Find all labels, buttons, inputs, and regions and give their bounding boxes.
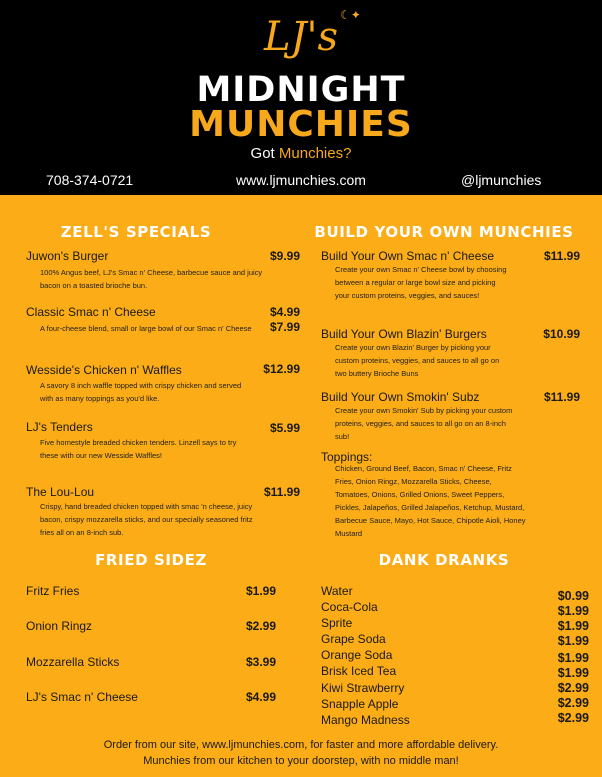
specials-item-name: LJ's Tenders — [26, 420, 93, 434]
build-item-name: Build Your Own Smokin' Subz — [321, 390, 480, 404]
logo-line-midnight: MIDNIGHT — [196, 70, 406, 110]
specials-item-name: Juwon's Burger — [26, 249, 109, 263]
build-item-name: Build Your Own Blazin' Burgers — [321, 327, 487, 341]
drinks-section-title: DANK DRANKS — [378, 551, 510, 569]
moon-stars-icon: ☾✦ — [340, 8, 361, 22]
drinks-item-price: $1.99 — [557, 604, 589, 618]
sides-item-price: $1.99 — [245, 584, 276, 598]
sides-item-price: $4.99 — [245, 690, 276, 704]
specials-item-price: $11.99 — [263, 485, 300, 499]
drinks-item-price: $2.99 — [557, 681, 589, 695]
toppings-list: Chicken, Ground Beef, Bacon, Smac n' Cheese, Fritz Fries, Onion Ringz, Mozzarella Sticks, Cheese, Tomatoes, Onions, Grilled Onions, Sweet Peppers, Pickles, Jalapeños, Grilled Jalapeños, Ketchup, Mustard, Barbecue Sauce, Mayo, Hot Sauce, Chipotle Aioli, Honey Mustard — [335, 464, 526, 538]
build-item-price: $11.99 — [543, 249, 580, 263]
specials-item-name: The Lou-Lou — [26, 485, 95, 499]
drinks-item-name: Snapple Apple — [321, 697, 399, 711]
specials-item-price-large: $7.99 — [269, 320, 300, 334]
drinks-item-name: Coca-Cola — [321, 600, 378, 614]
sides-item-name: Onion Ringz — [26, 619, 93, 633]
drinks-item-name: Mango Madness — [321, 713, 410, 727]
drinks-item-price: $2.99 — [557, 696, 589, 710]
build-item-price: $11.99 — [543, 390, 580, 404]
drinks-item-price: $0.99 — [557, 589, 589, 603]
specials-item-desc: A four-cheese blend, small or large bowl of our Smac n' Cheese — [40, 324, 252, 333]
specials-item-desc: A savory 8 inch waffle topped with crispy chicken and served with as many toppings as you'd like. — [40, 381, 242, 403]
toppings-label: Toppings: — [321, 450, 373, 464]
sides-item-name: Mozzarella Sticks — [26, 655, 120, 669]
drinks-item-price: $1.99 — [557, 634, 589, 648]
specials-item-price: $9.99 — [269, 249, 300, 263]
specials-item-price: $5.99 — [269, 421, 300, 435]
drinks-item-price: $1.99 — [557, 619, 589, 633]
specials-item-desc: 100% Angus beef, LJ's Smac n' Cheese, barbecue sauce and juicy bacon on a toasted brioche bun. — [40, 268, 263, 290]
footer-line-2: Munchies from our kitchen to your doorstep, with no middle man! — [143, 755, 459, 767]
footer-line-1: Order from our site, www.ljmunchies.com, for faster and more affordable delivery. — [103, 739, 499, 751]
sides-item-name: LJ's Smac n' Cheese — [26, 690, 138, 704]
build-section-title: BUILD YOUR OWN MUNCHIES — [314, 223, 574, 241]
specials-item-desc: Five homestyle breaded chicken tenders. Linzell says to try these with our new Wesside Waffles! — [40, 438, 237, 460]
build-item-desc: Create your own Blazin' Burger by picking your custom proteins, veggies, and sauces to all go on two buttery Brioche Buns — [335, 343, 500, 378]
drinks-item-name: Brisk Iced Tea — [321, 664, 397, 678]
drinks-item-price: $1.99 — [557, 651, 589, 665]
drinks-item-price: $2.99 — [557, 711, 589, 725]
build-item-price: $10.99 — [543, 327, 580, 341]
sides-item-price: $2.99 — [245, 619, 276, 633]
specials-item-price-small: $4.99 — [269, 305, 300, 319]
drinks-item-name: Grape Soda — [321, 632, 386, 646]
specials-section-title: ZELL'S SPECIALS — [60, 223, 212, 241]
drinks-item-name: Sprite — [321, 616, 353, 630]
tagline-accent: Munchies? — [278, 145, 352, 162]
build-item-desc: Create your own Smokin' Sub by picking your custom proteins, veggies, and sauces to all go on an 8-inch sub! — [335, 406, 513, 441]
sides-item-price: $3.99 — [245, 655, 276, 669]
build-item-name: Build Your Own Smac n' Cheese — [321, 249, 495, 263]
sides-item-name: Fritz Fries — [26, 584, 80, 598]
drinks-item-name: Orange Soda — [321, 648, 393, 662]
logo-line-munchies: MUNCHIES — [189, 104, 413, 145]
specials-item-name: Wesside's Chicken n' Waffles — [26, 363, 182, 377]
specials-item-desc: Crispy, hand breaded chicken topped with smac 'n cheese, juicy bacon, crispy mozzarella sticks, and our specially seasoned fritz fries all on an 8-inch sub. — [40, 502, 253, 537]
tagline-prefix: Got — [250, 145, 275, 162]
phone-number: 708-374-0721 — [46, 172, 134, 188]
tagline — [0, 145, 602, 162]
drinks-item-name: Kiwi Strawberry — [321, 681, 405, 695]
drinks-item-name: Water — [321, 584, 353, 598]
specials-item-price: $12.99 — [263, 362, 300, 376]
sides-section-title: FRIED SIDEZ — [95, 551, 207, 569]
drinks-item-price: $1.99 — [557, 666, 589, 680]
logo-script-text: LJ's — [263, 14, 339, 60]
menu-header — [0, 0, 602, 195]
social-handle: @ljmunchies — [461, 172, 542, 188]
specials-item-name: Classic Smac n' Cheese — [26, 305, 156, 319]
website-link[interactable]: www.ljmunchies.com — [236, 172, 366, 188]
build-item-desc: Create your own Smac n' Cheese bowl by choosing between a regular or large bowl size and picking your custom proteins, veggies, and sauces! — [335, 265, 507, 300]
